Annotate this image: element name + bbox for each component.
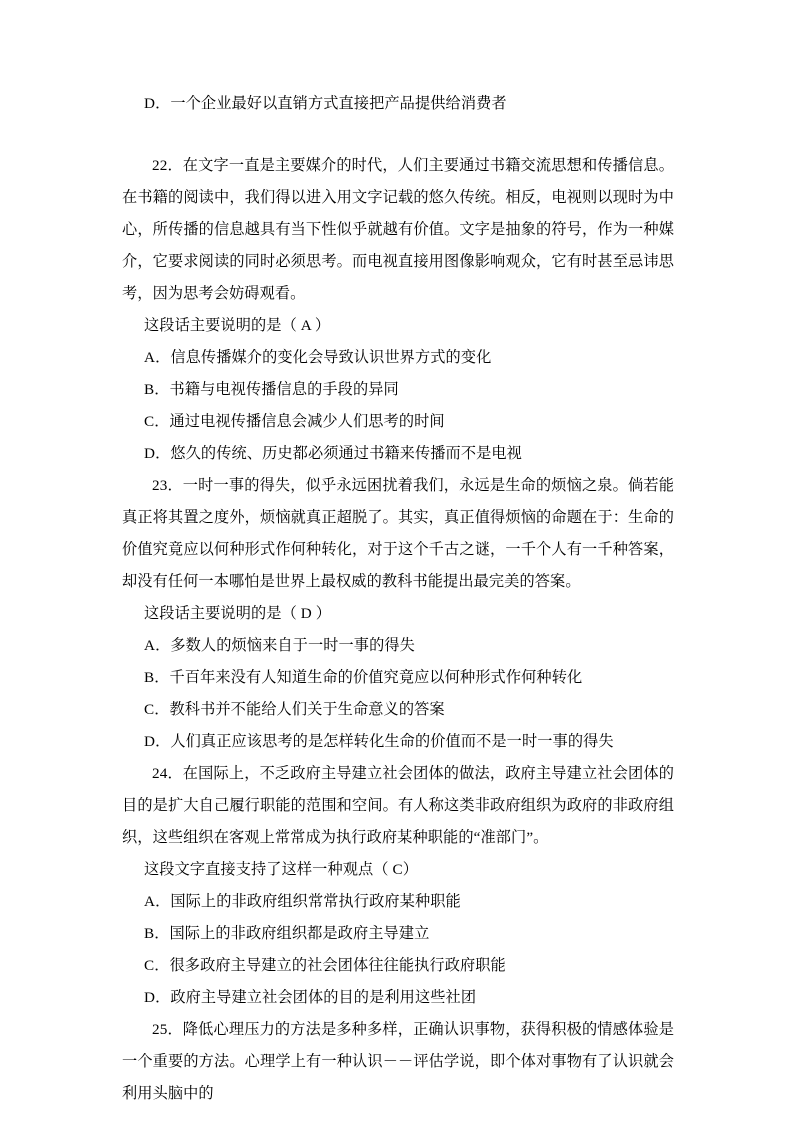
question-23-option-c: C．教科书并不能给人们关于生命意义的答案 (144, 701, 445, 718)
question-24-option-a: A．国际上的非政府组织常常执行政府某种职能 (144, 893, 461, 910)
question-22-option-a: A．信息传播媒介的变化会导致认识世界方式的变化 (144, 349, 492, 366)
question-24-option-b: B．国际上的非政府组织都是政府主导建立 (144, 925, 430, 942)
question-22-passage: 22．在文字一直是主要媒介的时代，人们主要通过书籍交流思想和传播信息。在书籍的阅读中，我们得以进入用文字记载的悠久传统。相反，电视则以现时为中心，所传播的信息越具有当下性似乎就越有价值。文字是抽象的符号，作为一种媒介，它要求阅读的同时必须思考。而电视直接用图像影响观众，它有时甚至忌讳思考，因为思考会妨碍观看。 (122, 157, 674, 302)
question-23-passage: 23．一时一事的得失，似乎永远困扰着我们，永远是生命的烦恼之泉。倘若能真正将其置之度外，烦恼就真正超脱了。其实，真正值得烦恼的命题在于：生命的价值究竟应以何种形式作何种转化，对于这个千古之谜，一千个人有一千种答案，却没有任何一本哪怕是世界上最权威的教科书能提出最完美的答案。 (122, 477, 674, 590)
question-23-stem: 这段话主要说明的是（ D ） (144, 605, 332, 622)
question-24-passage: 24．在国际上，不乏政府主导建立社会团体的做法，政府主导建立社会团体的目的是扩大自己履行职能的范围和空间。有人称这类非政府组织为政府的非政府组织，这些组织在客观上常常成为执行政府某种职能的“准部门”。 (122, 765, 674, 846)
document-body (122, 88, 674, 1110)
question-22-option-b: B．书籍与电视传播信息的手段的异同 (144, 381, 399, 398)
question-22-option-d: D．悠久的传统、历史都必须通过书籍来传播而不是电视 (144, 445, 522, 462)
question-23-option-b: B．千百年来没有人知道生命的价值究竟应以何种形式作何种转化 (144, 669, 583, 686)
question-22-stem: 这段话主要说明的是（ A ） (144, 317, 331, 334)
question-23-option-a: A．多数人的烦恼来自于一时一事的得失 (144, 637, 415, 654)
question-24-stem: 这段文字直接支持了这样一种观点（ C） (144, 861, 419, 878)
question-22-option-c: C．通过电视传播信息会减少人们思考的时间 (144, 413, 445, 430)
question-23-option-d: D．人们真正应该思考的是怎样转化生命的价值而不是一时一事的得失 (144, 733, 614, 750)
paragraph-spacer (122, 120, 674, 150)
question-25-passage: 25．降低心理压力的方法是多种多样，正确认识事物，获得积极的情感体验是一个重要的方法。心理学上有一种认识－－评估学说，即个体对事物有了认识就会利用头脑中的 (122, 1021, 674, 1102)
question-24-option-d: D．政府主导建立社会团体的目的是利用这些社团 (144, 989, 477, 1006)
orphan-option-line: D．一个企业最好以直销方式直接把产品提供给消费者 (144, 95, 507, 112)
question-24-option-c: C．很多政府主导建立的社会团体往往能执行政府职能 (144, 957, 506, 974)
